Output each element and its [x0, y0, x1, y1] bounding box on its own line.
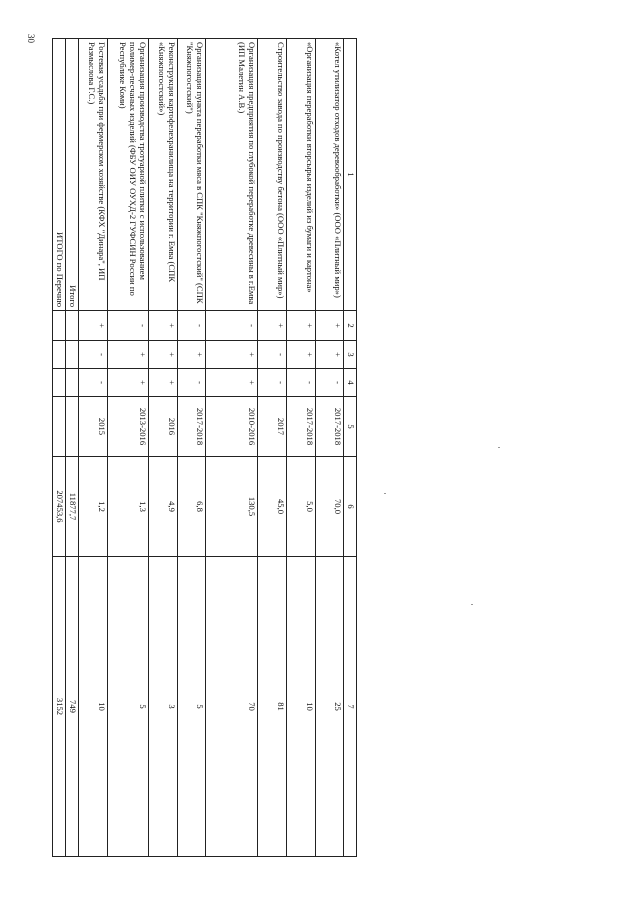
jobs-cell: 70: [206, 557, 258, 857]
mark-cell: +: [149, 311, 178, 341]
project-name: Организация пункта переработки мяса в СПК "Княжпогостский" (СПК "Княжпогостский"): [178, 39, 206, 311]
grand-total-label: ИТОГО по Перечню: [53, 39, 66, 311]
mark-cell: +: [108, 369, 149, 397]
total-jobs: 749: [66, 557, 79, 857]
mark-cell: -: [178, 369, 206, 397]
mark-cell: +: [287, 341, 316, 369]
empty-cell: [66, 397, 79, 457]
empty-cell: [66, 341, 79, 369]
project-name: «Котел утилизатор отходов деревообработки» (ООО «Плитный мир»): [316, 39, 344, 311]
mark-cell: -: [287, 369, 316, 397]
mark-cell: -: [79, 341, 108, 369]
jobs-cell: 3: [149, 557, 178, 857]
empty-cell: [66, 311, 79, 341]
empty-cell: [53, 369, 66, 397]
amount-cell: 6,8: [178, 457, 206, 557]
mark-cell: -: [79, 369, 108, 397]
mark-cell: +: [79, 311, 108, 341]
years-cell: 2016: [149, 397, 178, 457]
mark-cell: -: [108, 311, 149, 341]
amount-cell: 4,9: [149, 457, 178, 557]
mark-cell: +: [178, 341, 206, 369]
scan-speck: [471, 604, 473, 605]
mark-cell: -: [258, 369, 287, 397]
mark-cell: +: [206, 341, 258, 369]
header-cell: 5: [344, 397, 357, 457]
mark-cell: +: [149, 341, 178, 369]
mark-cell: +: [258, 311, 287, 341]
mark-cell: +: [206, 369, 258, 397]
empty-cell: [53, 341, 66, 369]
mark-cell: -: [316, 369, 344, 397]
investment-projects-table: [52, 38, 357, 857]
project-name: Реконструкция картофелехранилища на территории г. Емва (СПК «Княжпогостский»): [149, 39, 178, 311]
amount-cell: 1,3: [108, 457, 149, 557]
project-name: «Организация переработки вторсырья изделий из бумаги и картона»: [287, 39, 316, 311]
years-cell: 2017: [258, 397, 287, 457]
mark-cell: +: [108, 341, 149, 369]
project-name: Гостевая усадьба при фермерском хозяйстве (КФХ "Динара", ИП Размыслова Г.С.): [79, 39, 108, 311]
years-cell: 2017-2018: [178, 397, 206, 457]
grand-total-row: [53, 39, 66, 857]
jobs-cell: 5: [178, 557, 206, 857]
header-cell: 4: [344, 369, 357, 397]
amount-cell: 45,0: [258, 457, 287, 557]
table-row: [206, 39, 258, 857]
total-label: Итого: [66, 39, 79, 311]
table-row: [287, 39, 316, 857]
project-name: Строительство завода по производству бетона (ООО «Плитный мир»): [258, 39, 287, 311]
years-cell: 2015: [79, 397, 108, 457]
header-cell: 2: [344, 311, 357, 341]
empty-cell: [66, 369, 79, 397]
amount-cell: 1,2: [79, 457, 108, 557]
rotated-table-container: [55, 38, 357, 856]
amount-cell: 5,0: [287, 457, 316, 557]
amount-cell: 130,5: [206, 457, 258, 557]
grand-total-jobs: 3152: [53, 557, 66, 857]
amount-cell: 70,0: [316, 457, 344, 557]
empty-cell: [53, 311, 66, 341]
empty-cell: [53, 397, 66, 457]
years-cell: 2017-2018: [287, 397, 316, 457]
jobs-cell: 10: [79, 557, 108, 857]
header-cell: 1: [344, 39, 357, 311]
grand-total-amount: 207453,6: [53, 457, 66, 557]
header-row: [344, 39, 357, 857]
table-row: [316, 39, 344, 857]
table-row: [149, 39, 178, 857]
years-cell: 2013-2016: [108, 397, 149, 457]
header-cell: 6: [344, 457, 357, 557]
mark-cell: +: [316, 311, 344, 341]
page-number: 30: [26, 34, 36, 43]
table-row: [178, 39, 206, 857]
project-name: Организация предприятия по глубокой переработке древесины в г.Емва (ИП Малетин А.В.): [206, 39, 258, 311]
mark-cell: +: [316, 341, 344, 369]
jobs-cell: 25: [316, 557, 344, 857]
header-cell: 7: [344, 557, 357, 857]
years-cell: 2017-2018: [316, 397, 344, 457]
header-cell: 3: [344, 341, 357, 369]
jobs-cell: 10: [287, 557, 316, 857]
mark-cell: -: [206, 311, 258, 341]
mark-cell: +: [149, 369, 178, 397]
years-cell: 2010-2016: [206, 397, 258, 457]
table-row: [258, 39, 287, 857]
project-name: Организация производства тротуарной плитки с использованием полимер-песчаных изделий (ФБУ ОИУ ОУХД-2 ГУФСИН России по Республике Коми): [108, 39, 149, 311]
scan-speck: [384, 493, 386, 494]
mark-cell: -: [178, 311, 206, 341]
table-row: [79, 39, 108, 857]
table-row: [108, 39, 149, 857]
total-amount: 11877,7: [66, 457, 79, 557]
mark-cell: -: [258, 341, 287, 369]
mark-cell: +: [287, 311, 316, 341]
jobs-cell: 81: [258, 557, 287, 857]
scan-speck: [498, 447, 500, 448]
total-row: [66, 39, 79, 857]
jobs-cell: 5: [108, 557, 149, 857]
